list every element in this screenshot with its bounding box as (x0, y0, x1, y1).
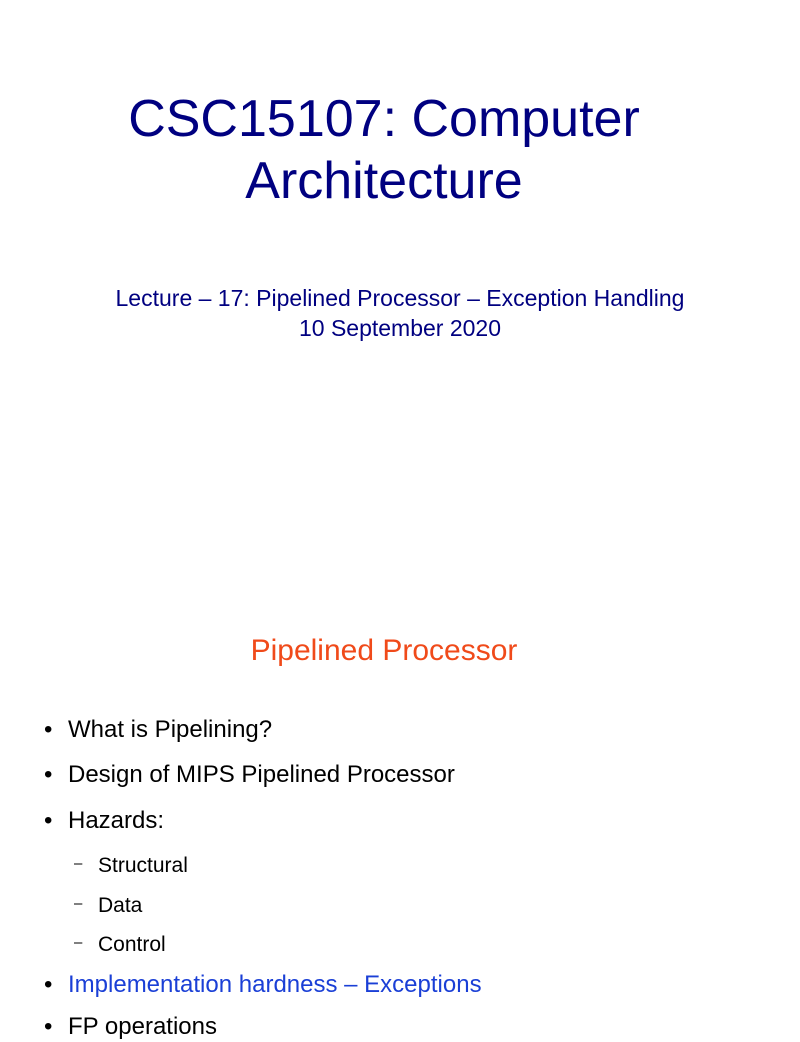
bullet-text: What is Pipelining? (68, 716, 273, 743)
dash-icon: – (74, 855, 83, 872)
content-slide-title: Pipelined Processor (250, 634, 518, 667)
bullet-item (44, 806, 164, 836)
title-line-2: Architecture (245, 152, 523, 210)
sub-bullet-text: Data (98, 894, 143, 917)
sub-bullet-item (74, 891, 142, 919)
bullet-text: Design of MIPS Pipelined Processor (68, 761, 455, 788)
bullet-text: FP operations (68, 1013, 217, 1040)
bullet-text: Implementation hardness – Exceptions (68, 971, 482, 998)
dash-icon: – (74, 895, 83, 912)
bullet-item (44, 1012, 217, 1042)
sub-bullet-item (74, 930, 166, 958)
slide-subtitle (0, 283, 800, 343)
bullet-item (44, 760, 455, 790)
bullet-text: Hazards: (68, 807, 165, 834)
bullet-icon: • (44, 807, 53, 834)
bullet-icon: • (44, 761, 53, 788)
sub-bullet-text: Structural (98, 854, 188, 877)
bullet-icon: • (44, 716, 53, 743)
bullet-item-highlighted (44, 970, 482, 1000)
bullet-icon: • (44, 1013, 53, 1040)
dash-icon: – (74, 934, 83, 951)
lecture-line: Lecture – 17: Pipelined Processor – Exception Handling (115, 285, 685, 311)
content-slide (0, 565, 768, 1040)
bullet-icon: • (44, 971, 53, 998)
title-line-1: CSC15107: Computer (128, 90, 640, 148)
date-line: 10 September 2020 (298, 315, 502, 341)
bullet-item (44, 715, 272, 745)
sub-bullet-item (74, 851, 188, 879)
sub-bullet-text: Control (98, 933, 166, 956)
slide-title (0, 88, 768, 212)
